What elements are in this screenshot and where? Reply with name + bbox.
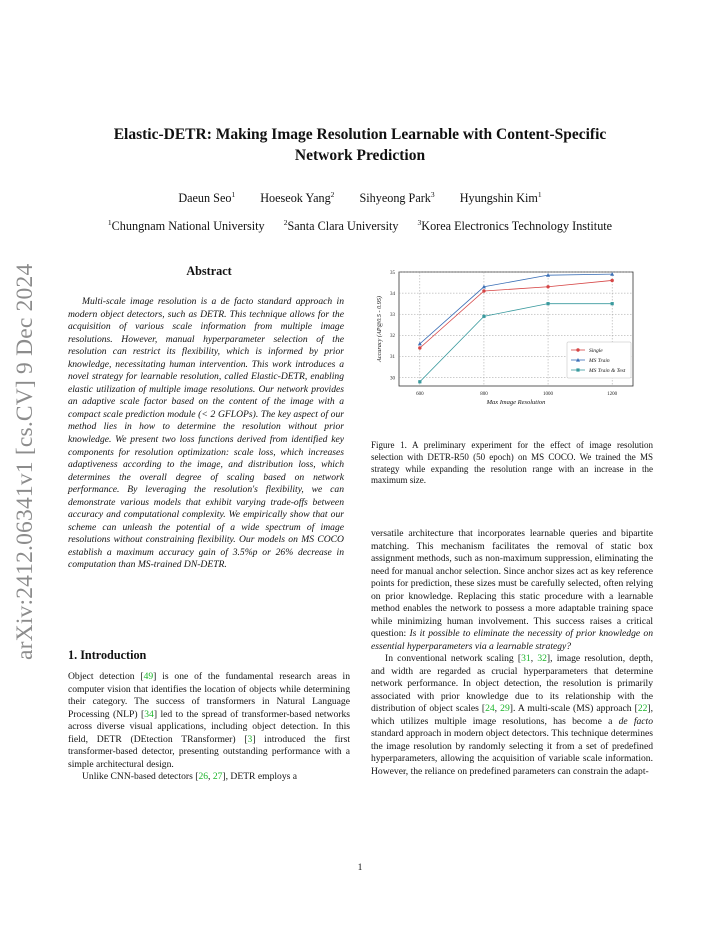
affiliation: $^1$Chungnam National University xyxy=(107,217,265,233)
citation-link[interactable]: 34 xyxy=(144,708,154,720)
paper-title-line-2: Network Prediction xyxy=(294,147,426,164)
y-tick-label: 33 xyxy=(390,313,395,319)
paragraph: Object detection [49] is one of the fundamental research areas in computer vision that identifies the location of objects while determining their category. The success of transformers in Natural Language Processing (NLP) [34] led to the spread of transformer-based networks across diverse visual applications, including object detection. In this field, DETR (DEtection TRansformer) [3] introduced the first transformer-based detector, presenting outstanding performance with a simple architectural design. xyxy=(68,671,351,770)
abstract-heading: Abstract xyxy=(186,264,232,278)
data-point xyxy=(611,302,614,305)
y-tick-label: 31 xyxy=(390,355,395,361)
paragraph: In conventional network scaling [31, 32], image resolution, depth, and width are regarded as crucial hyperparameters that determine network performance. In object detection, the resolution is primarily associated with prior knowledge due to its relationship with the distribution of object scales [24, 29]. A multi-scale (MS) approach [22], which utilizes multiple image resolutions, has become a de facto standard approach in modern object detectors. This technique determines the image resolution by randomly selecting it from a set of predefined hyperparameters, allowing the acquisition of variable scale information. However, the reliance on predefined parameters can constrain the adapt- xyxy=(371,653,654,777)
x-tick-label: 1200 xyxy=(607,392,618,397)
citation-link[interactable]: 29 xyxy=(500,703,510,714)
series-line xyxy=(420,274,612,344)
y-axis-label: Accuracy (AP@0.5 - 0.95) xyxy=(376,296,383,362)
figure-1 xyxy=(371,266,653,426)
x-tick-label: 600 xyxy=(416,392,424,397)
section-heading-introduction: 1. Introduction xyxy=(68,648,147,662)
page-number: 1 xyxy=(357,862,363,873)
paragraph: versatile architecture that incorporates learnable queries and bipartite matching. This mechanism facilitates the removal of static box assignment methods, such as non-maximum suppression, eliminating the need for manual anchor selection. Since anchor sizes act as key reference points for prediction, these sizes must be carefully selected, often relying on prior knowledge. Replacing this static procedure with a learnable method enables the network to possess a more adaptable training space while minimizing human involvement. This success raises a critical question: Is it possible to eliminate the necessity of prior knowledge on essential hyperparameters via a learnable strategy? xyxy=(371,528,653,652)
author: Sihyeong Park$^3$ xyxy=(359,189,435,205)
author: Daeun Seo$^1$ xyxy=(178,189,236,205)
affiliation: $^2$Santa Clara University xyxy=(283,217,399,233)
citation-link[interactable]: 32 xyxy=(537,653,547,664)
y-tick-label: 35 xyxy=(390,270,395,276)
data-point xyxy=(546,285,549,288)
data-point xyxy=(576,348,579,351)
left-column xyxy=(68,264,351,782)
citation-link[interactable]: 22 xyxy=(637,703,648,714)
introduction-body xyxy=(68,671,350,784)
citation-link[interactable]: 24 xyxy=(485,703,495,714)
accuracy-line-chart xyxy=(371,266,653,416)
x-tick-label: 800 xyxy=(480,392,488,397)
y-tick-label: 34 xyxy=(390,291,395,297)
arxiv-stamp xyxy=(12,250,46,660)
citation-link[interactable]: 31 xyxy=(521,653,531,664)
right-column xyxy=(371,264,654,777)
author: Hyungshin Kim$^1$ xyxy=(459,189,542,205)
data-point xyxy=(482,289,485,292)
data-point xyxy=(610,279,613,282)
affiliation: $^3$Korea Electronics Technology Institute xyxy=(417,217,613,233)
data-point xyxy=(482,315,485,318)
data-point xyxy=(576,368,579,371)
paper-title-line-1: Elastic-DETR: Making Image Resolution Learnable with Content-Specific xyxy=(113,126,607,143)
data-point xyxy=(546,302,549,305)
abstract-text: Multi-scale image resolution is a de facto standard approach in modern object detectors, such as DETR. This technique allows for the acquisition of various scale information from multiple image resolutions. However, manual hyperparameter selection of the resolution can restrict its flexibility, which is informed by prior knowledge, necessitating human intervention. This work introduces a novel strategy for learnable resolution, called Elastic-DETR, enabling elastic utilization of multiple image resolutions. Our network provides an adaptive scale factor based on the content of the image with a compact scale prediction module (< 2 GFLOPs). The key aspect of our method lies in how to determine the resolution without prior knowledge. We present two loss functions derived from identified key components for resolution optimization: scale loss, which increases adaptiveness according to the image, and distribution loss, which determines the overall degree of scaling based on network performance. By leveraging the resolution's flexibility, we can demonstrate various models that exhibit varying trade-offs between accuracy and computational complexity. We empirically show that our scheme can unleash the potential of a wide spectrum of image resolutions without constraining flexibility. Our models on MS COCO establish a maximum accuracy gain of 3.5%p or 26% decrease in computation than MS-trained DN-DETR. xyxy=(68,296,344,571)
right-body-text xyxy=(371,528,653,778)
data-point xyxy=(418,380,421,383)
citation-link[interactable]: 3 xyxy=(247,733,253,745)
legend-label: MS Train & Test xyxy=(589,368,626,374)
author: Hoeseok Yang$^2$ xyxy=(260,189,335,205)
arxiv-stamp-text: arXiv:2412.06341v1 [cs.CV] 9 Dec 2024 xyxy=(12,263,38,660)
citation-link[interactable]: 26 xyxy=(198,771,209,782)
citation-link[interactable]: 49 xyxy=(143,671,154,682)
citation-link[interactable]: 27 xyxy=(212,771,223,782)
author-list xyxy=(70,190,650,206)
legend-label: Single xyxy=(589,348,603,354)
affiliation-list xyxy=(40,218,680,234)
x-tick-label: 1000 xyxy=(543,392,554,397)
paragraph: Unlike CNN-based detectors [26, 27], DETR employs a xyxy=(82,771,298,782)
legend-label: MS Train xyxy=(589,358,610,364)
figure-caption: Figure 1. A preliminary experiment for the effect of image resolution selection with DETR-R50 (50 epoch) on MS COCO. We trained the MS strategy while expanding the resolution range with an increase in the maximum size. xyxy=(371,440,653,486)
data-point xyxy=(418,346,421,349)
x-axis-label: Max Image Resolution xyxy=(486,399,546,406)
y-tick-label: 30 xyxy=(390,376,395,382)
y-tick-label: 32 xyxy=(390,334,395,340)
paper-title xyxy=(70,124,650,166)
